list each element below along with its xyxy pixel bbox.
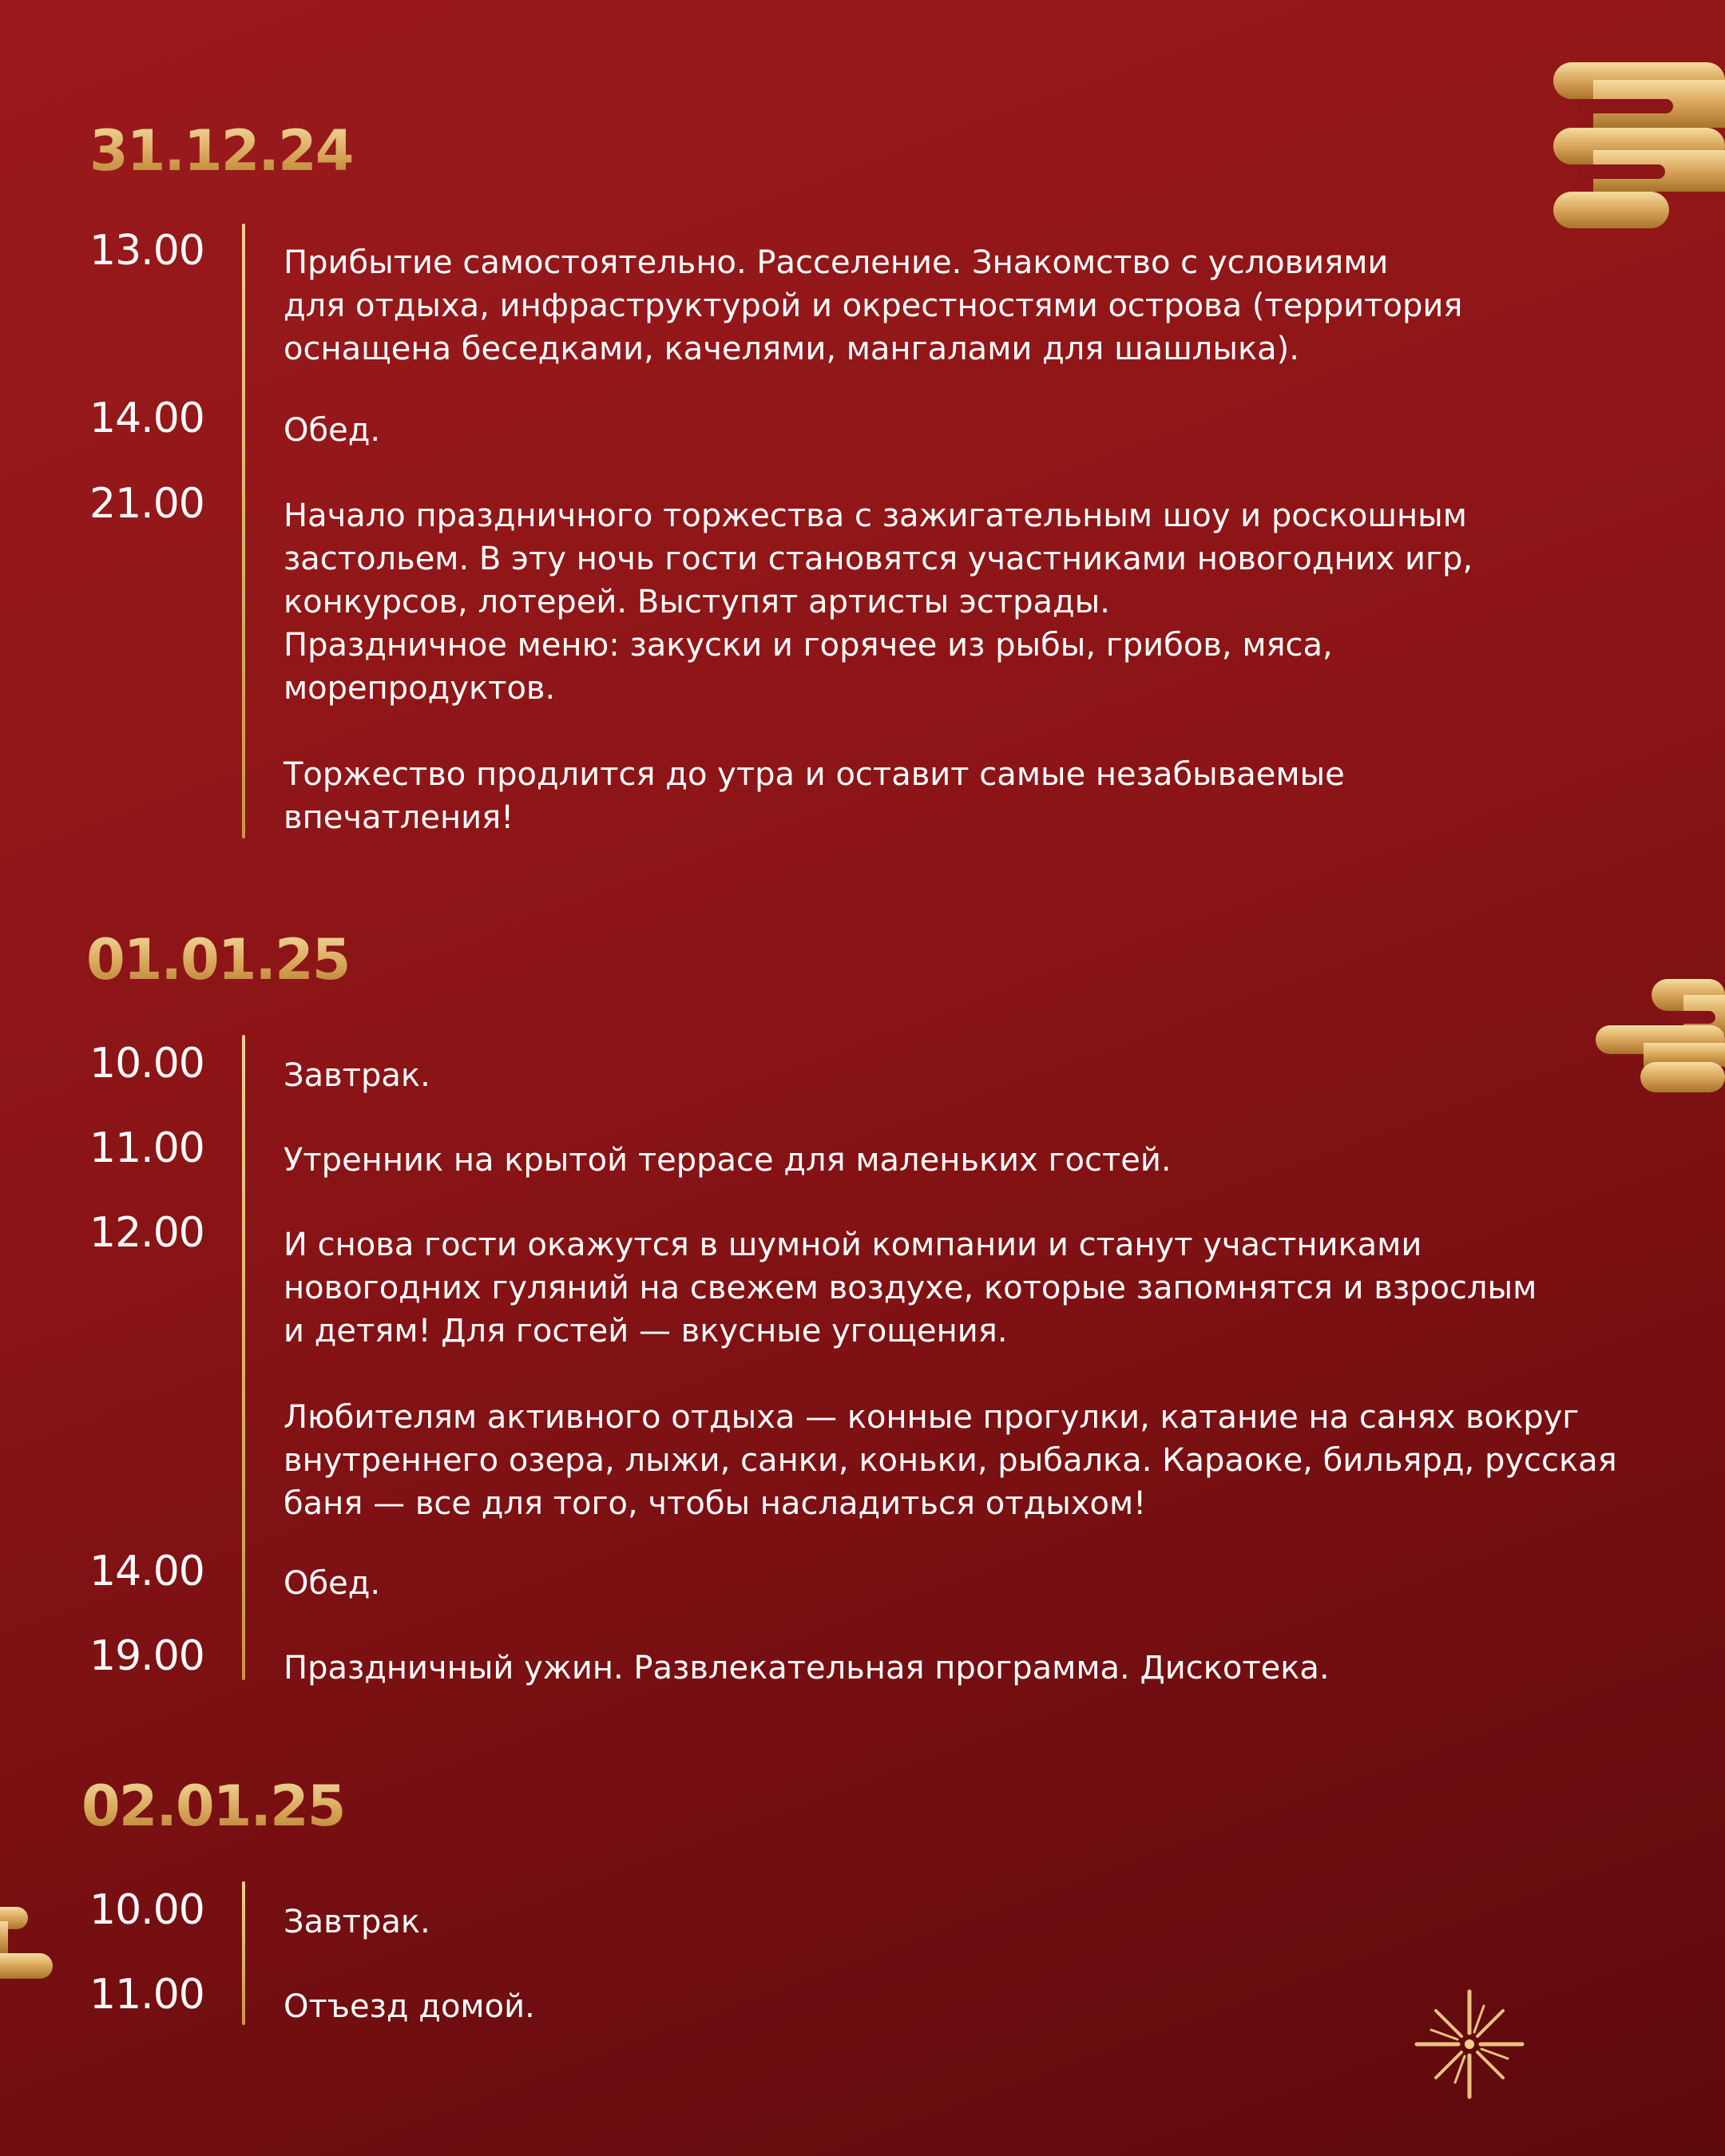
item-time: 10.00 [89,1886,204,1934]
item-text: И снова гости окажутся в шумной компании и станут участниками новогодних гуляний на свежем воздухе, которые запомнятся и взрослым и детям! Для гостей — вкусные угощения. Любителям активного отдыха — конные прогулки, катание на санях вокруг внутреннего озера, лыжи, санки, коньки, рыбалка. Караоке, бильярд, русская баня — все для того, чтобы насладиться отдыхом! [284,1227,1617,1522]
item-time: 14.00 [89,1548,204,1595]
item-time: 13.00 [89,227,204,275]
day-date: 02.01.25 [81,1774,345,1839]
item-text: Завтрак. [284,1904,430,1940]
timeline-line [242,1881,245,2025]
item-text: Утренник на крытой террасе для маленьких гостей. [284,1142,1172,1179]
item-text: Начало праздничного торжества с зажигательным шоу и роскошным застольем. В эту ночь гости становятся участниками новогодних игр, конкурсов, лотерей. Выступят артисты эстрады. Праздничное меню: закуски и горячее из рыбы, грибов, мяса, морепродуктов. Торжество продлится до утра и оставит самые незабываемые впечатления! [284,497,1473,836]
cloud-ornament-icon [0,1907,56,1980]
item-text: Обед. [284,1565,381,1602]
item-time: 11.00 [89,1124,204,1172]
item-text: Завтрак. [284,1057,430,1094]
item-time: 10.00 [89,1040,204,1088]
item-time: 11.00 [89,1971,204,2019]
item-time: 14.00 [89,394,204,442]
cloud-ornament-icon [1553,62,1725,238]
item-time: 12.00 [89,1209,204,1257]
item-time: 19.00 [89,1632,204,1680]
day-date: 01.01.25 [86,927,350,993]
item-text: Отъезд домой. [284,1988,535,2025]
day-date: 31.12.24 [89,118,353,184]
item-text: Праздничный ужин. Развлекательная программа. Дискотека. [284,1650,1330,1686]
timeline-line [242,224,245,838]
timeline-line [242,1035,245,1680]
item-text: Прибытие самостоятельно. Расселение. Знакомство с условиями для отдыха, инфраструктурой и окрестностями острова (территория оснащена беседками, качелями, мангалами для шашлыка). [284,244,1463,367]
item-text: Обед. [284,412,381,449]
item-time: 21.00 [89,480,204,528]
